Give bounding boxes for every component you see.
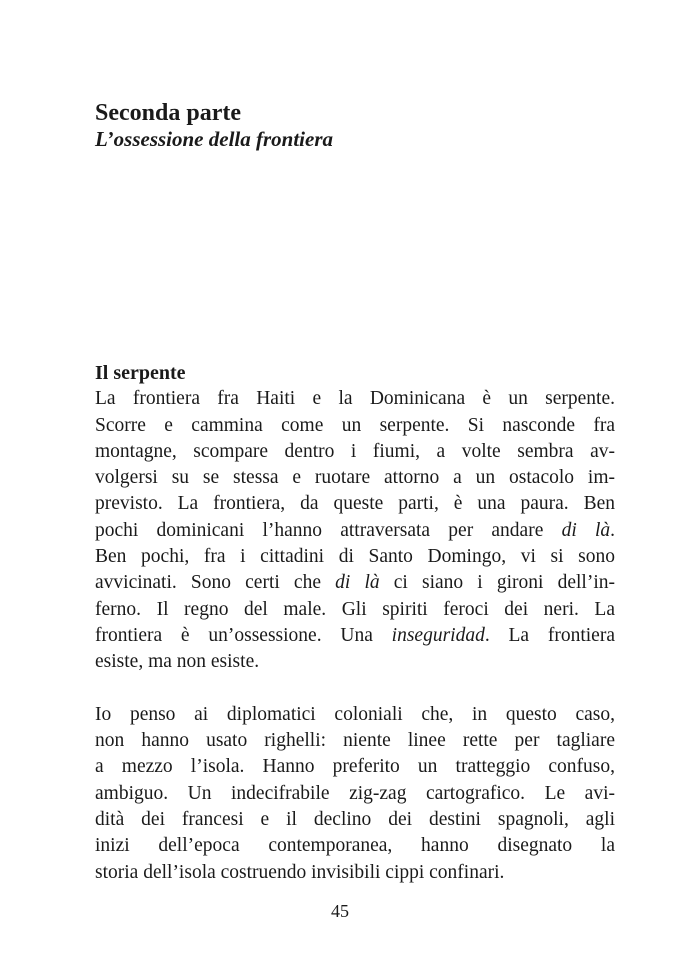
text-run: pochi dominicani l’hanno attraversata per andare bbox=[95, 519, 562, 541]
part-subtitle: L’ossessione della frontiera bbox=[95, 127, 334, 151]
text-line bbox=[95, 623, 615, 649]
text-run: frontiera è un’ossessione. Una bbox=[95, 624, 392, 646]
paragraph bbox=[95, 386, 615, 675]
text-run: previsto. La frontiera, da queste parti, è una paura. Ben bbox=[95, 493, 615, 515]
italic-text: inseguridad bbox=[391, 624, 485, 646]
text-line bbox=[95, 386, 615, 412]
text-line bbox=[95, 518, 615, 544]
text-run: La frontiera fra Haiti e la Dominicana è un serpente. bbox=[95, 388, 615, 410]
text-run: ci siano i gironi dell’in- bbox=[379, 572, 615, 594]
text-run: ambiguo. Un indecifrabile zig-zag cartografico. Le avi- bbox=[95, 782, 615, 804]
italic-text: di là bbox=[335, 572, 380, 594]
text-run: volgersi su se stessa e ruotare attorno a un ostacolo im- bbox=[95, 467, 615, 489]
text-run: inizi dell’epoca contemporanea, hanno disegnato la bbox=[95, 835, 615, 857]
text-line bbox=[95, 833, 615, 859]
text-run: a mezzo l’isola. Hanno preferito un tratteggio confuso, bbox=[95, 756, 615, 778]
text-line bbox=[95, 597, 615, 623]
text-line bbox=[95, 728, 615, 754]
part-title: Seconda parte bbox=[95, 100, 241, 126]
text-line bbox=[95, 413, 615, 439]
body-text bbox=[95, 386, 615, 886]
text-line bbox=[95, 465, 615, 491]
text-line bbox=[95, 781, 615, 807]
chapter-section bbox=[95, 360, 615, 886]
text-run: . bbox=[610, 519, 615, 541]
section-title: Il serpente bbox=[95, 362, 186, 384]
text-line bbox=[95, 544, 615, 570]
text-run: . La frontiera bbox=[484, 624, 615, 646]
text-run: non hanno usato righelli: niente linee rette per tagliare bbox=[95, 730, 615, 752]
text-line bbox=[95, 807, 615, 833]
text-run: storia dell’isola costruendo invisibili cippi confinari. bbox=[95, 861, 505, 883]
text-run: dità dei francesi e il declino dei destini spagnoli, agli bbox=[95, 809, 615, 831]
text-run: Ben pochi, fra i cittadini di Santo Domingo, vi si sono bbox=[95, 546, 615, 568]
text-run: ferno. Il regno del male. Gli spiriti feroci dei neri. La bbox=[95, 598, 615, 620]
paragraph bbox=[95, 702, 615, 886]
paragraph-gap bbox=[95, 676, 615, 702]
text-run: Scorre e cammina come un serpente. Si nasconde fra bbox=[95, 414, 615, 436]
part-heading bbox=[95, 100, 615, 152]
text-line bbox=[95, 570, 615, 596]
text-line bbox=[95, 491, 615, 517]
italic-text: di là bbox=[561, 519, 611, 541]
text-line bbox=[95, 649, 615, 675]
text-run: montagne, scompare dentro i fiumi, a volte sembra av- bbox=[95, 440, 615, 462]
text-line bbox=[95, 702, 615, 728]
page-number: 45 bbox=[331, 901, 349, 921]
text-line bbox=[95, 754, 615, 780]
text-run: esiste, ma non esiste. bbox=[95, 651, 260, 673]
text-line bbox=[95, 860, 615, 886]
text-run: avvicinati. Sono certi che bbox=[95, 572, 336, 594]
text-line bbox=[95, 439, 615, 465]
text-run: Io penso ai diplomatici coloniali che, in questo caso, bbox=[95, 703, 615, 725]
